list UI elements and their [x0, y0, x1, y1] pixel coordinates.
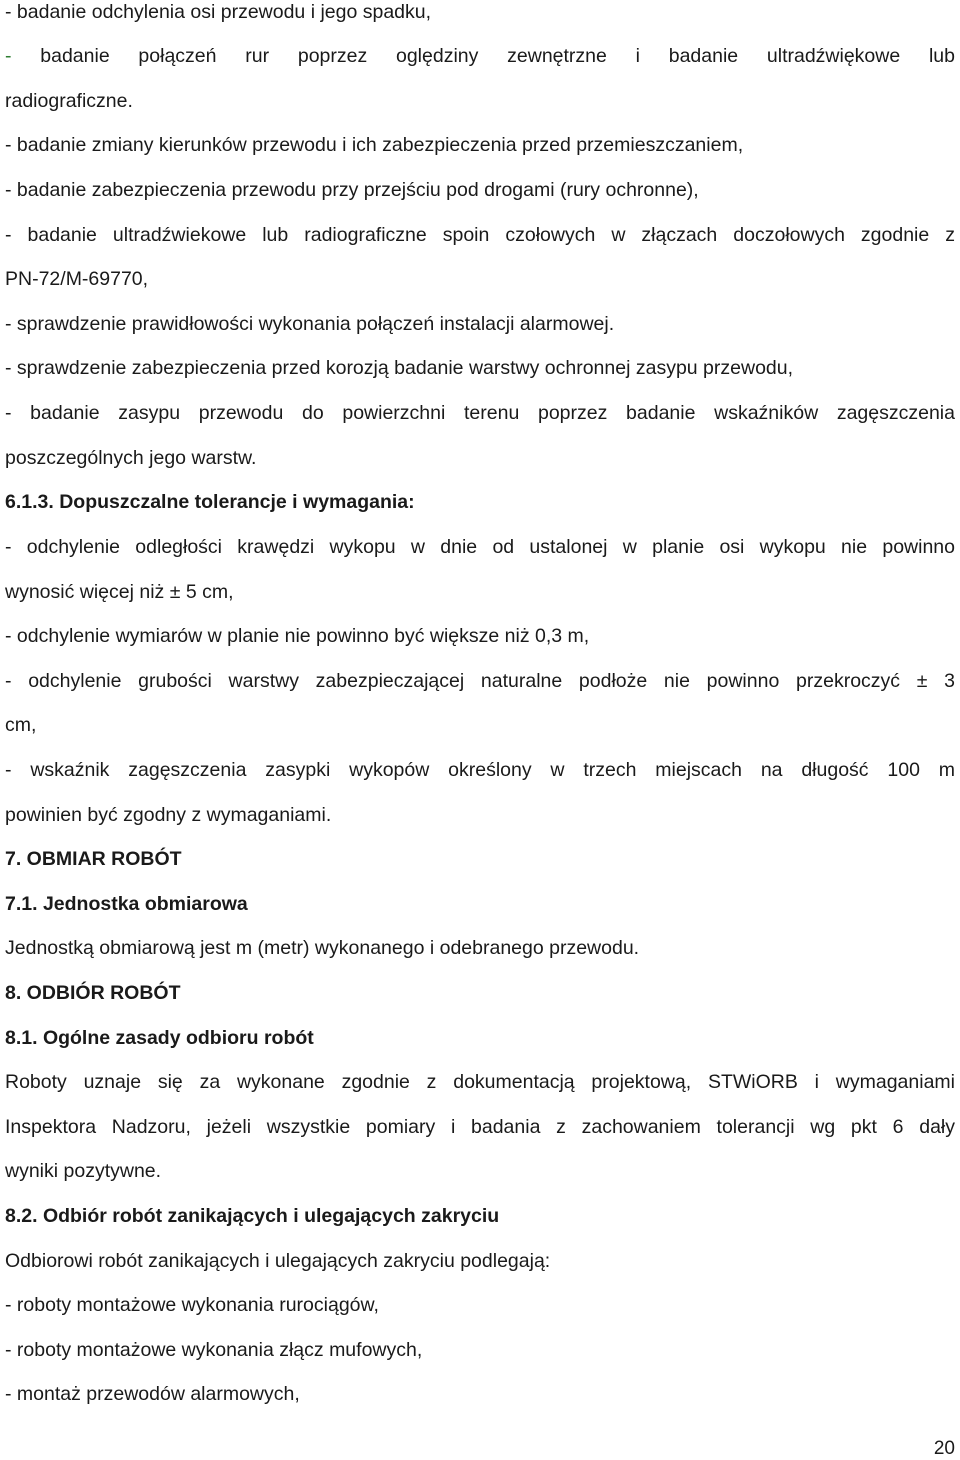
list-item — [5, 44, 955, 68]
list-item: - badanie zasypu przewodu do powierzchni terenu poprzez badanie wskaźników zagęszczenia — [5, 402, 955, 424]
list-item: - montaż przewodów alarmowych, — [5, 1383, 300, 1405]
section-heading: 8. ODBIÓR ROBÓT — [5, 982, 181, 1004]
text-line: wynosić więcej niż ± 5 cm, — [5, 581, 234, 603]
list-item: - roboty montażowe wykonania złącz mufowych, — [5, 1339, 423, 1361]
list-item: - wskaźnik zagęszczenia zasypki wykopów określony w trzech miejscach na długość 100 m — [5, 759, 955, 781]
text-line: radiograficzne. — [5, 90, 133, 112]
list-item: - badanie ultradźwiekowe lub radiograficzne spoin czołowych w złączach doczołowych zgodnie z — [5, 224, 955, 246]
list-item: - sprawdzenie zabezpieczenia przed korozją badanie warstwy ochronnej zasypu przewodu, — [5, 357, 794, 379]
list-item: - sprawdzenie prawidłowości wykonania połączeń instalacji alarmowej. — [5, 313, 615, 335]
subsection-heading: 7.1. Jednostka obmiarowa — [5, 893, 248, 915]
section-heading: 6.1.3. Dopuszczalne tolerancje i wymagania: — [5, 491, 415, 513]
list-item: - badanie zabezpieczenia przewodu przy przejściu pod drogami (rury ochronne), — [5, 179, 699, 201]
list-item: - badanie zmiany kierunków przewodu i ich zabezpieczenia przed przemieszczaniem, — [5, 134, 744, 156]
paragraph-line: Roboty uznaje się za wykonane zgodnie z dokumentacją projektową, STWiORB i wymaganiami — [5, 1071, 955, 1093]
paragraph-line: Odbiorowi robót zanikających i ulegających zakryciu podlegają: — [5, 1250, 551, 1272]
text-line: poszczególnych jego warstw. — [5, 447, 257, 469]
section-heading: 7. OBMIAR ROBÓT — [5, 848, 182, 870]
subsection-heading: 8.1. Ogólne zasady odbioru robót — [5, 1027, 314, 1049]
list-item: - badanie odchylenia osi przewodu i jego spadku, — [5, 1, 432, 23]
list-item: - roboty montażowe wykonania rurociągów, — [5, 1294, 379, 1316]
page-number: 20 — [933, 1438, 955, 1459]
paragraph-line: Inspektora Nadzoru, jeżeli wszystkie pomiary i badania z zachowaniem tolerancji wg pkt 6 dały — [5, 1116, 955, 1138]
subsection-heading: 8.2. Odbiór robót zanikających i ulegających zakryciu — [5, 1205, 500, 1227]
paragraph-line: wyniki pozytywne. — [5, 1160, 162, 1182]
list-item: - odchylenie odległości krawędzi wykopu w dnie od ustalonej w planie osi wykopu nie powinno — [5, 536, 955, 558]
list-item-text: badanie połączeń rur poprzez oględziny zewnętrzne i badanie ultradźwiękowe lub — [40, 45, 955, 67]
text-line: PN-72/M-69770, — [5, 268, 149, 290]
paragraph-line: Jednostką obmiarową jest m (metr) wykonanego i odebranego przewodu. — [5, 937, 640, 959]
text-line: powinien być zgodny z wymaganiami. — [5, 804, 332, 826]
list-item: - odchylenie wymiarów w planie nie powinno być większe niż 0,3 m, — [5, 625, 590, 647]
text-line: cm, — [5, 714, 37, 736]
list-item: - odchylenie grubości warstwy zabezpieczającej naturalne podłoże nie powinno przekroczyć ± 3 — [5, 670, 955, 692]
green-dash: - — [5, 45, 12, 67]
